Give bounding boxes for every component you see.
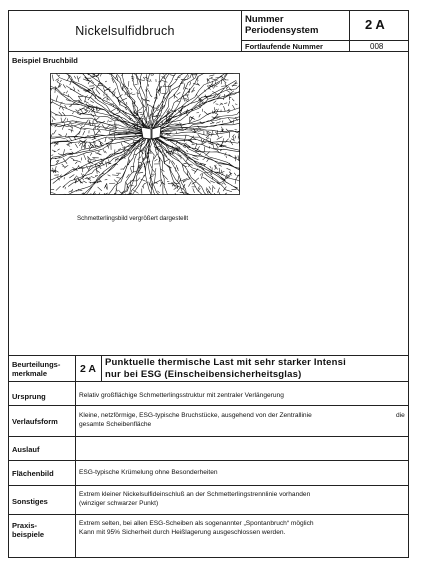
butterfly-left-wing <box>141 127 151 139</box>
header-divider-2 <box>349 11 350 51</box>
fortlaufende-value: 008 <box>370 42 384 51</box>
row-line-3 <box>9 436 408 437</box>
beurteilung-text-1: Punktuelle thermische Last mit sehr starker Intensi <box>105 357 346 368</box>
header-subline <box>241 40 408 41</box>
code-column-divider <box>101 355 102 381</box>
fortlaufende-label: Fortlaufende Nummer <box>245 42 323 51</box>
document-title: Nickelsulfidbruch <box>75 24 175 38</box>
praxis-text-1: Extrem selten, bei allen ESG-Scheiben als sogenannter „Spontanbruch“ möglich <box>79 520 314 527</box>
row-line-4 <box>9 460 408 461</box>
praxis-text-2: Kann mit 95% Sicherheit durch Heißlagerung ausgeschlossen werden. <box>79 529 286 536</box>
row-line-6 <box>9 514 408 515</box>
beurteilung-code: 2 A <box>80 363 96 375</box>
flaechenbild-text: ESG-typische Krümelung ohne Besonderheiten <box>79 469 218 476</box>
sonstiges-text-1: Extrem kleiner Nickelsulfideinschluß an der Schmetterlingstrennlinie vorhanden <box>79 491 311 498</box>
praxis-label-2: beispiele <box>12 530 45 539</box>
periodensystem-label: Periodensystem <box>245 25 319 36</box>
sonstiges-label: Sonstiges <box>12 497 48 506</box>
praxis-label-1: Praxis- <box>12 521 38 530</box>
auslauf-label: Auslauf <box>12 445 40 454</box>
ursprung-label: Ursprung <box>12 392 46 401</box>
table-top-line <box>9 355 408 356</box>
nummer-label: Nummer <box>245 14 284 25</box>
verlaufsform-text-2: gesamte Scheibenfläche <box>79 421 152 428</box>
image-heading: Beispiel Bruchbild <box>12 56 78 65</box>
header-divider-1 <box>241 11 242 51</box>
document-sheet <box>8 10 409 558</box>
verlaufsform-label: Verlaufsform <box>12 417 58 426</box>
label-column-divider <box>75 355 76 557</box>
row-line-2 <box>9 405 408 406</box>
row-line-5 <box>9 485 408 486</box>
ursprung-text: Relativ großflächige Schmetterlingsstruktur mit zentraler Verlängerung <box>79 392 284 399</box>
flaechenbild-label: Flächenbild <box>12 469 54 478</box>
periodensystem-code: 2 A <box>365 17 385 32</box>
beurteilung-label-2: merkmale <box>12 369 48 378</box>
verlaufsform-overflow: die <box>396 412 405 419</box>
sonstiges-text-2: (winziger schwarzer Punkt) <box>79 500 159 507</box>
verlaufsform-text-1: Kleine, netzförmige, ESG-typische Bruchstücke, ausgehend von der Zentrallinie <box>79 412 312 419</box>
beurteilung-label-1: Beurteilungs- <box>12 360 61 369</box>
image-caption: Schmetterlingsbild vergrößert dargestellt <box>77 215 189 222</box>
header-bottom-line <box>9 51 408 52</box>
beurteilung-text-2: nur bei ESG (Einscheibensicherheitsglas) <box>105 369 302 380</box>
fracture-image <box>50 73 240 195</box>
row-line-1 <box>9 381 408 382</box>
